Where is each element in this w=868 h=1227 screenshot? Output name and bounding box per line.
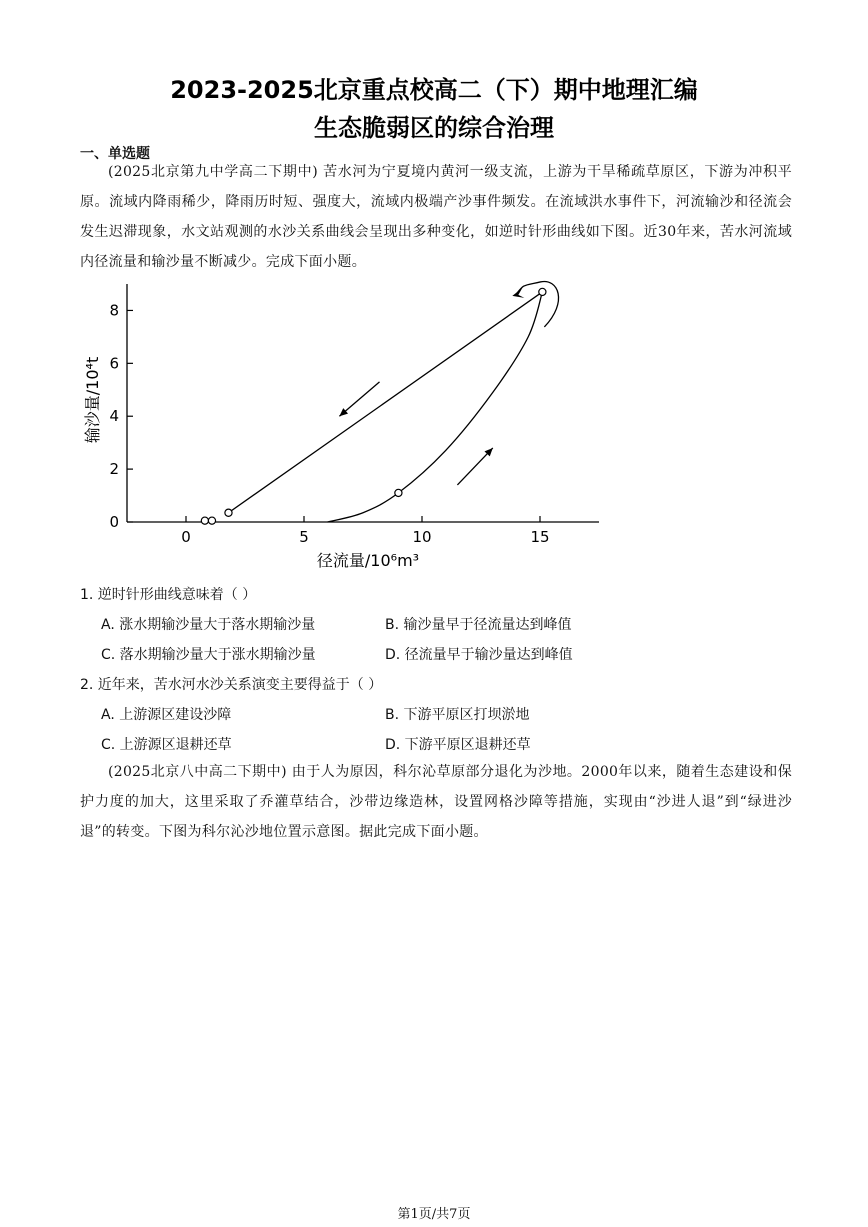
question-1-stem: 1. 逆时针形曲线意味着（ ） — [80, 587, 257, 603]
y-tick-label: 2 — [109, 460, 119, 479]
question-1-option-d[interactable]: D. 径流量早于输沙量达到峰值 — [385, 647, 573, 663]
x-tick-label: 15 — [530, 528, 550, 546]
data-point — [201, 517, 208, 524]
x-tick-label: 0 — [181, 528, 191, 546]
passage-2: (2025北京八中高二下期中) 由于人为原因，科尔沁草原部分退化为沙地。2000年以来，随着生态建设和保护力度的加大，这里采取了乔灌草结合，沙带边缘造林，设置网格沙障等措施，实现由“沙进人退”到“绿进沙退”的转变。下图为科尔沁沙地位置示意图。据此完成下面小题。 — [80, 764, 792, 840]
chart-points — [201, 288, 546, 524]
peak-turn-arrow-head — [512, 288, 524, 298]
section-heading: 一、单选题 — [80, 146, 150, 162]
water-sediment-chart — [60, 272, 620, 577]
question-2-option-d[interactable]: D. 下游平原区退耕还草 — [385, 737, 531, 753]
data-point — [539, 288, 546, 295]
x-axis-label: 径流量/10⁶m³ — [316, 551, 420, 570]
question-1-option-a[interactable]: A. 涨水期输沙量大于落水期输沙量 — [101, 617, 316, 633]
question-2-option-a[interactable]: A. 上游源区建设沙障 — [101, 707, 232, 723]
falling-limb-line — [228, 292, 542, 513]
data-point — [225, 509, 232, 516]
page-title: 2023-2025北京重点校高二（下）期中地理汇编 — [170, 76, 698, 104]
y-tick-label: 6 — [109, 354, 119, 373]
data-point — [395, 489, 402, 496]
peak-turn-arrow — [516, 281, 558, 326]
chart-arrows — [339, 281, 558, 484]
data-point — [208, 517, 215, 524]
y-tick-label: 8 — [109, 301, 119, 320]
rising-limb-curve — [328, 292, 543, 522]
question-2-option-c[interactable]: C. 上游源区退耕还草 — [101, 737, 232, 753]
question-2-option-b[interactable]: B. 下游平原区打坝淤地 — [385, 707, 530, 723]
question-1-option-c[interactable]: C. 落水期输沙量大于涨水期输沙量 — [101, 647, 316, 663]
question-1-option-b[interactable]: B. 输沙量早于径流量达到峰值 — [385, 617, 572, 633]
x-tick-label: 10 — [412, 528, 432, 546]
y-tick-label: 0 — [109, 513, 119, 531]
x-tick-label: 5 — [299, 528, 309, 546]
page-subtitle: 生态脆弱区的综合治理 — [314, 114, 554, 142]
page-footer: 第1页/共7页 — [397, 1207, 471, 1222]
passage-1: (2025北京第九中学高二下期中) 苦水河为宁夏境内黄河一级支流，上游为干旱稀疏草原区，下游为冲积平原。流域内降雨稀少，降雨历时短、强度大，流域内极端产沙事件频发。在流域洪水事件下，河流输沙和径流会发生迟滞现象，水文站观测的水沙关系曲线会呈现出多种变化，如逆时针形曲线如下图。近30年来，苦水河流域内径流量和输沙量不断减少。完成下面小题。 — [80, 164, 792, 270]
y-tick-label: 4 — [109, 407, 119, 426]
question-2-stem: 2. 近年来，苦水河水沙关系演变主要得益于（ ） — [80, 677, 383, 693]
y-axis-label: 输沙量/10⁴t — [83, 356, 102, 444]
chart-curves — [228, 292, 542, 522]
chart-axes — [127, 284, 599, 522]
chart-ticks — [109, 301, 549, 546]
